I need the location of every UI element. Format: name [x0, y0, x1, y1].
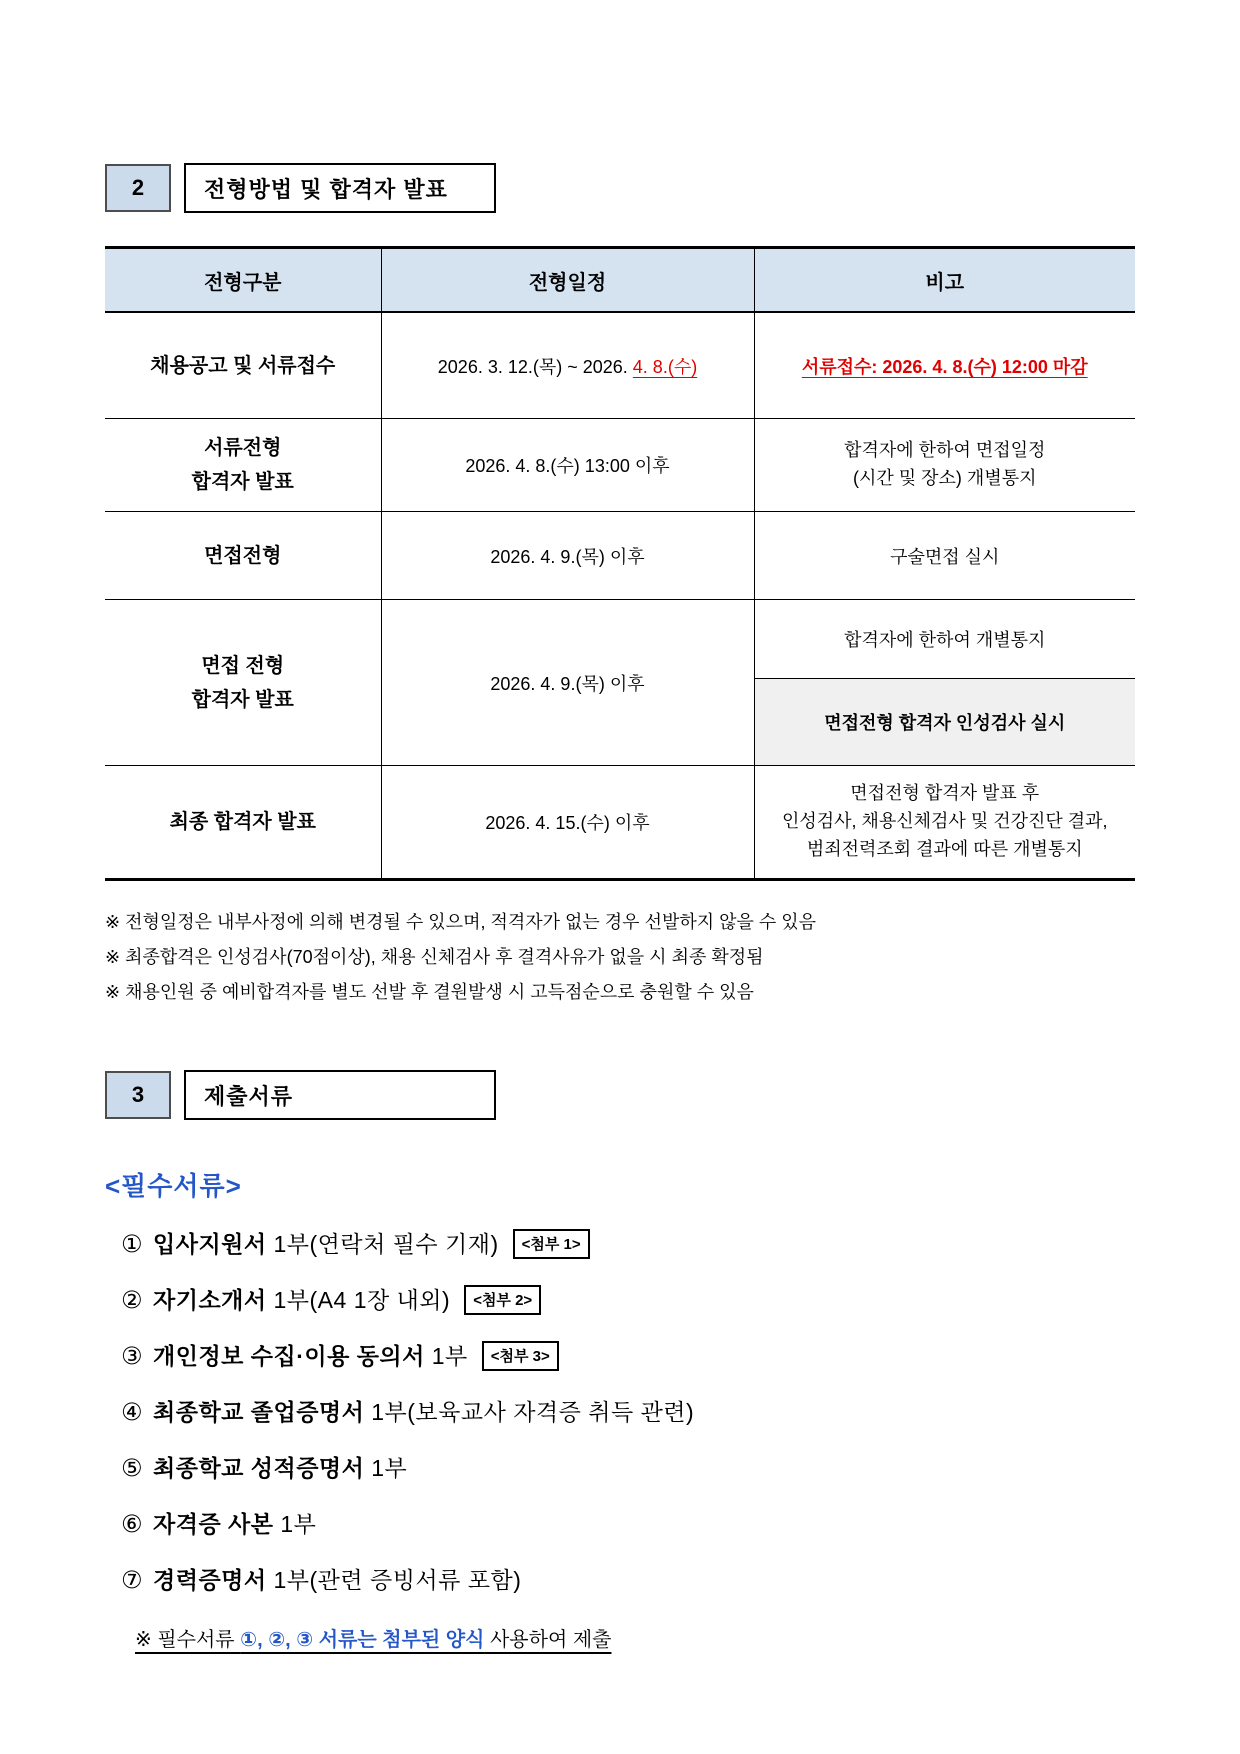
item-number: ④ — [121, 1399, 144, 1427]
item-number: ⑤ — [121, 1455, 144, 1483]
item-doc-name: 개인정보 수집·이용 동의서 — [153, 1343, 425, 1370]
footnote-prefix: ※ 필수서류 — [135, 1629, 241, 1652]
remark-line-3: 범죄전력조회 결과에 따른 개별통지 — [806, 838, 1083, 859]
note-line: ※ 채용인원 중 예비합격자를 별도 선발 후 결원발생 시 고득점순으로 충원할 수 있음 — [105, 982, 754, 1003]
item-number: ③ — [121, 1343, 144, 1371]
list-item — [105, 1394, 1135, 1427]
section-2-title: 전형방법 및 합격자 발표 — [184, 163, 496, 213]
remark-line-1: 면접전형 합격자 발표 후 — [850, 783, 1040, 804]
required-docs-footnote — [135, 1623, 611, 1652]
item-doc-name: 최종학교 성적증명서 — [153, 1455, 365, 1482]
cell-category-announcement: 채용공고 및 서류접수 — [105, 312, 381, 419]
category-line-2: 합격자 발표 — [191, 688, 294, 711]
list-item — [105, 1338, 1135, 1371]
cell-category-document-screening — [105, 419, 381, 512]
cell-category-final-result: 최종 합격자 발표 — [105, 766, 381, 880]
cell-schedule-interview-result: 2026. 4. 9.(목) 이후 — [381, 600, 754, 766]
schedule-date-black: 2026. 3. 12.(목) ~ 2026. — [437, 356, 633, 377]
item-doc-name: 경력증명서 — [153, 1567, 267, 1594]
note-line: ※ 최종합격은 인성검사(70점이상), 채용 신체검사 후 결격사유가 없을 시 최종 확정됨 — [105, 947, 764, 968]
cell-remark-final-result — [754, 766, 1135, 880]
cell-schedule-final-result: 2026. 4. 15.(수) 이후 — [381, 766, 754, 880]
item-number: ② — [121, 1287, 144, 1315]
item-doc-name: 자기소개서 — [153, 1287, 267, 1314]
item-number: ⑥ — [121, 1511, 144, 1539]
cell-schedule-announcement — [381, 312, 754, 419]
list-item — [105, 1226, 1135, 1259]
remark-line-2: (시간 및 장소) 개별통지 — [853, 468, 1037, 488]
section-2-number-badge: 2 — [105, 164, 171, 212]
item-number: ① — [121, 1231, 144, 1259]
category-line-1: 면접 전형 — [201, 654, 285, 677]
cell-remark-document-screening — [754, 419, 1135, 512]
list-item — [105, 1562, 1135, 1595]
item-doc-detail: 1부 — [364, 1455, 408, 1482]
item-doc-detail: 1부(보육교사 자격증 취득 관련) — [364, 1399, 695, 1426]
table-row — [105, 766, 1135, 880]
item-doc-name: 자격증 사본 — [153, 1511, 274, 1538]
cell-remark-interview-result-top: 합격자에 한하여 개별통지 — [754, 600, 1135, 679]
header-schedule: 전형일정 — [381, 248, 754, 313]
list-item — [105, 1506, 1135, 1539]
remark-line-2: 인성검사, 채용신체검사 및 건강진단 결과, — [781, 811, 1108, 832]
list-item — [105, 1450, 1135, 1483]
cell-schedule-document-screening: 2026. 4. 8.(수) 13:00 이후 — [381, 419, 754, 512]
category-line-1: 서류전형 — [204, 437, 282, 459]
attachment-tag: <첨부 3> — [482, 1341, 559, 1371]
item-doc-name: 입사지원서 — [153, 1231, 267, 1258]
required-docs-list — [105, 1226, 1135, 1595]
cell-remark-personality-test: 면접전형 합격자 인성검사 실시 — [754, 679, 1135, 766]
table-header-row — [105, 248, 1135, 313]
item-number: ⑦ — [121, 1567, 144, 1595]
table-row — [105, 512, 1135, 600]
item-doc-detail: 1부(A4 1장 내외) — [266, 1287, 451, 1314]
selection-schedule-table — [105, 246, 1135, 881]
section-3-title: 제출서류 — [184, 1070, 496, 1120]
note-line: ※ 전형일정은 내부사정에 의해 변경될 수 있으며, 적격자가 없는 경우 선발하지 않을 수 있음 — [105, 912, 817, 932]
table-row — [105, 600, 1135, 679]
item-doc-detail: 1부 — [424, 1343, 468, 1370]
item-doc-detail: 1부(연락처 필수 기재) — [266, 1231, 499, 1258]
remark-line-1: 합격자에 한하여 면접일정 — [844, 440, 1046, 461]
category-line-2: 합격자 발표 — [191, 471, 294, 493]
table-notes — [105, 905, 1135, 1010]
cell-remark-announcement — [754, 312, 1135, 419]
item-doc-name: 최종학교 졸업증명서 — [153, 1399, 365, 1426]
cell-schedule-interview: 2026. 4. 9.(목) 이후 — [381, 512, 754, 600]
section-3-number-badge: 3 — [105, 1071, 171, 1119]
footnote-suffix: 사용하여 제출 — [484, 1629, 612, 1652]
cell-category-interview-result — [105, 600, 381, 766]
header-category: 전형구분 — [105, 248, 381, 313]
attachment-tag: <첨부 2> — [464, 1285, 541, 1315]
list-item — [105, 1282, 1135, 1315]
cell-remark-interview: 구술면접 실시 — [754, 512, 1135, 600]
item-doc-detail: 1부 — [273, 1511, 317, 1538]
table-row — [105, 419, 1135, 512]
remark-deadline: 서류접수: 2026. 4. 8.(수) 12:00 마감 — [801, 356, 1088, 377]
item-doc-detail: 1부(관련 증빙서류 포함) — [266, 1567, 522, 1594]
schedule-date-red: 4. 8.(수) — [632, 356, 698, 377]
header-remark: 비고 — [754, 248, 1135, 313]
attachment-tag: <첨부 1> — [513, 1229, 590, 1259]
table-row — [105, 312, 1135, 419]
footnote-highlight: ①, ②, ③ 서류는 첨부된 양식 — [240, 1629, 485, 1652]
required-docs-heading: <필수서류> — [105, 1171, 242, 1202]
cell-category-interview: 면접전형 — [105, 512, 381, 600]
section-3-header — [105, 1070, 1135, 1120]
section-2-header — [105, 163, 1135, 213]
